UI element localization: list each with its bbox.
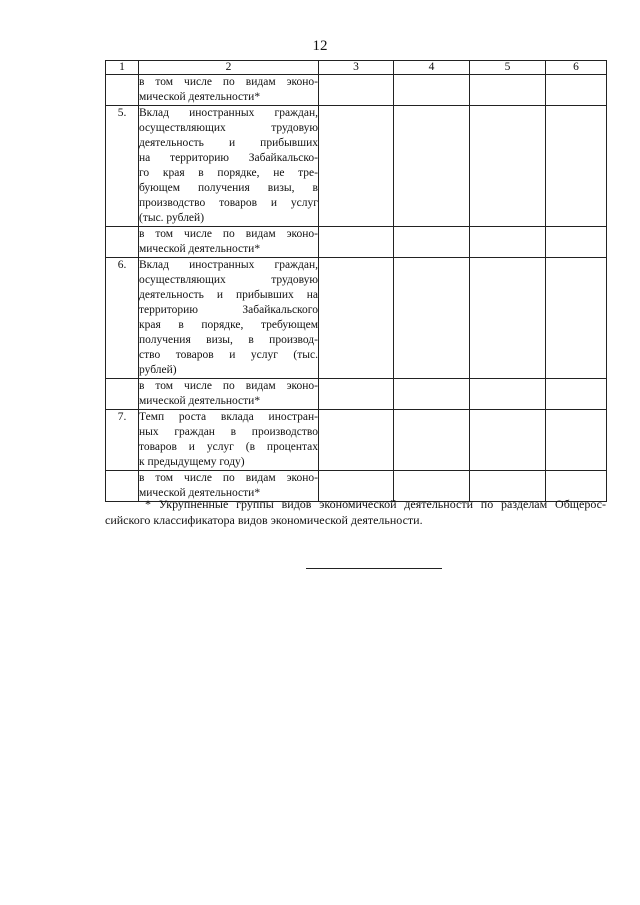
value-cell [394, 258, 470, 379]
value-cell [319, 258, 394, 379]
table-row [106, 106, 607, 227]
value-cell [546, 410, 607, 471]
row-number-cell [106, 227, 139, 258]
row-number-cell [106, 379, 139, 410]
footnote-line: * Укрупненные группы видов экономической деятельности по разделам Общерос- [145, 497, 606, 511]
signature-line [306, 568, 442, 569]
value-cell [394, 379, 470, 410]
indicator-name-cell [139, 75, 319, 106]
row-number-cell: 7. [106, 410, 139, 471]
indicator-text-line: Вклад иностранных граждан, [139, 107, 318, 119]
header-cell: 1 [106, 61, 139, 75]
table-row [106, 379, 607, 410]
value-cell [319, 410, 394, 471]
value-cell [546, 75, 607, 106]
table-row [106, 75, 607, 106]
row-number-cell: 6. [106, 258, 139, 379]
footnote-line: сийского классификатора видов экономической деятельности. [105, 513, 423, 527]
value-cell [470, 258, 546, 379]
header-cell: 6 [546, 61, 607, 75]
value-cell [546, 258, 607, 379]
indicator-text-line: ство товаров и услуг (тыс. [139, 349, 318, 361]
indicator-text-line: Темп роста вклада иностран- [139, 411, 318, 423]
value-cell [546, 106, 607, 227]
indicator-text-line: в том числе по видам эконо- [139, 472, 318, 484]
table-row [106, 227, 607, 258]
indicator-text-line: осуществляющих трудовую [139, 274, 318, 286]
value-cell [470, 75, 546, 106]
row-number-cell: 5. [106, 106, 139, 227]
header-cell: 2 [139, 61, 319, 75]
indicator-text-line: территорию Забайкальского [139, 304, 318, 316]
indicator-text-line: бующем получения визы, в [139, 182, 318, 194]
indicator-text-line: го края в порядке, не тре- [139, 167, 318, 179]
table-row [106, 410, 607, 471]
indicator-name-cell [139, 227, 319, 258]
value-cell [394, 227, 470, 258]
value-cell [470, 410, 546, 471]
indicator-text-line: (тыс. рублей) [139, 212, 205, 224]
value-cell [546, 227, 607, 258]
indicator-text-line: мической деятельности* [139, 395, 261, 407]
value-cell [394, 106, 470, 227]
indicator-text-line: товаров и услуг (в процентах [139, 441, 318, 453]
indicator-name-cell [139, 410, 319, 471]
indicators-table [105, 60, 607, 502]
indicator-text-line: деятельность и прибывших [139, 137, 318, 149]
page-number: 12 [312, 38, 328, 54]
value-cell [470, 379, 546, 410]
header-cell: 3 [319, 61, 394, 75]
indicator-name-cell [139, 106, 319, 227]
value-cell [546, 379, 607, 410]
value-cell [470, 227, 546, 258]
indicator-text-line: в том числе по видам эконо- [139, 380, 318, 392]
indicator-text-line: Вклад иностранных граждан, [139, 259, 318, 271]
value-cell [319, 106, 394, 227]
indicator-name-cell [139, 379, 319, 410]
indicator-text-line: в том числе по видам эконо- [139, 76, 318, 88]
indicator-text-line: деятельность и прибывших на [139, 289, 318, 301]
indicator-text-line: на территорию Забайкальско- [139, 152, 318, 164]
indicator-text-line: края в порядке, требующем [139, 319, 318, 331]
value-cell [470, 106, 546, 227]
header-cell: 4 [394, 61, 470, 75]
value-cell [319, 227, 394, 258]
indicator-text-line: производство товаров и услуг [139, 197, 318, 209]
indicator-text-line: к предыдущему году) [139, 456, 245, 468]
indicator-text-line: рублей) [139, 364, 177, 376]
indicator-text-line: мической деятельности* [139, 91, 261, 103]
indicator-text-line: мической деятельности* [139, 487, 261, 499]
table-header-row [106, 61, 607, 75]
value-cell [394, 75, 470, 106]
indicator-name-cell [139, 258, 319, 379]
footnote [105, 496, 606, 528]
row-number-cell [106, 75, 139, 106]
header-cell: 5 [470, 61, 546, 75]
value-cell [319, 75, 394, 106]
indicator-text-line: осуществляющих трудовую [139, 122, 318, 134]
indicator-text-line: получения визы, в производ- [139, 334, 318, 346]
value-cell [319, 379, 394, 410]
indicator-text-line: ных граждан в производство [139, 426, 318, 438]
indicator-text-line: в том числе по видам эконо- [139, 228, 318, 240]
table-row [106, 258, 607, 379]
indicator-text-line: мической деятельности* [139, 243, 261, 255]
value-cell [394, 410, 470, 471]
